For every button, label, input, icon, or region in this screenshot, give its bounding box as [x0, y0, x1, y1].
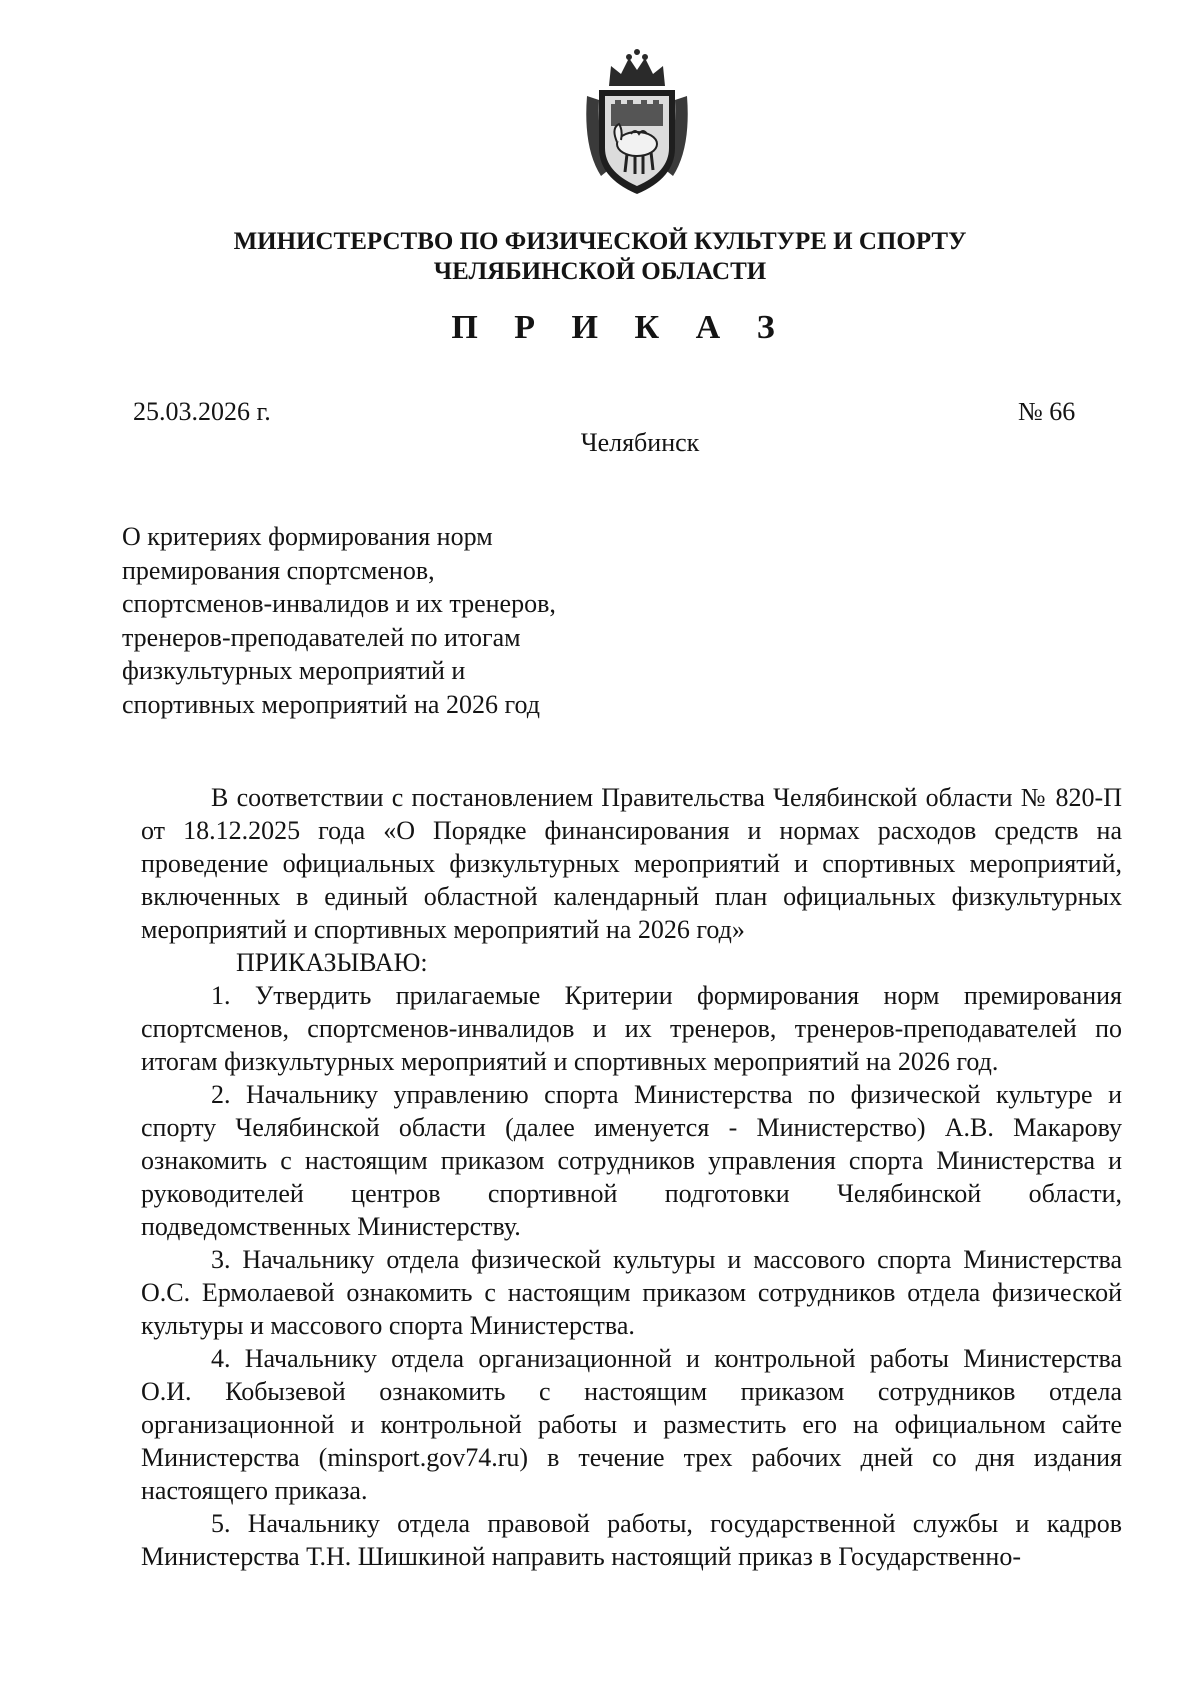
order-item-1: 1. Утвердить прилагаемые Критерии формирования норм премирования спортсменов, спортсменов-инвалидов и их тренеров, тренеров-преподавателей по итогам физкультурных мероприятий и спортивных мероприятий на 2026 год.	[141, 981, 1122, 1076]
subject-line: физкультурных мероприятий и	[122, 656, 466, 685]
ministry-name-line2: ЧЕЛЯБИНСКОЙ ОБЛАСТИ	[433, 258, 767, 285]
preamble-paragraph: В соответствии с постановлением Правительства Челябинской области № 820-П от 18.12.2025 года «О Порядке финансирования и нормах расходов средств на проведение официальных физкультурных мероприятий и спортивных мероприятий, включенных в единый областной календарный план официальных физкультурных мероприятий и спортивных мероприятий на 2026 год»	[141, 783, 1122, 944]
order-item-3: 3. Начальнику отдела физической культуры и массового спорта Министерства О.С. Ермолаевой ознакомить с настоящим приказом сотрудников отдела физической культуры и массового спорта Министерства.	[141, 1245, 1122, 1340]
subject-line: тренеров-преподавателей по итогам	[122, 622, 521, 652]
ministry-name-line1: МИНИСТЕРСТВО ПО ФИЗИЧЕСКОЙ КУЛЬТУРЕ И СПОРТУ	[233, 228, 967, 255]
chelyabinsk-coat-of-arms-icon	[581, 48, 693, 200]
order-city: Челябинск	[580, 428, 700, 457]
order-number: № 66	[1018, 397, 1076, 426]
subject-line: премирования спортсменов,	[122, 555, 435, 585]
order-directive-word: ПРИКАЗЫВАЮ:	[236, 948, 428, 977]
document-type-title: П Р И К А З	[451, 309, 789, 346]
order-item-4: 4. Начальнику отдела организационной и контрольной работы Министерства О.И. Кобызевой ознакомить с настоящим приказом сотрудников отдела организационной и контрольной работы и разместить его на официальном сайте Министерства (minsport.gov74.ru) в течение трех рабочих дней со дня издания настоящего приказа.	[141, 1344, 1122, 1505]
subject-line: спортсменов-инвалидов и их тренеров,	[122, 589, 556, 618]
order-item-5: 5. Начальнику отдела правовой работы, государственной службы и кадров Министерства Т.Н. Шишкиной направить настоящий приказ в Государственно-	[141, 1509, 1122, 1571]
order-body	[141, 781, 1122, 1573]
order-item-2: 2. Начальнику управлению спорта Министерства по физической культуре и спорту Челябинской области (далее именуется - Министерство) А.В. Макарову ознакомить с настоящим приказом сотрудников управления спорта Министерства и руководителей центров спортивной подготовки Челябинской области, подведомственных Министерству.	[141, 1080, 1122, 1241]
subject-line: спортивных мероприятий на 2026 год	[122, 689, 540, 719]
order-subject	[122, 520, 556, 721]
subject-line: О критериях формирования норм	[122, 522, 493, 551]
order-date: 25.03.2026 г.	[133, 397, 271, 426]
